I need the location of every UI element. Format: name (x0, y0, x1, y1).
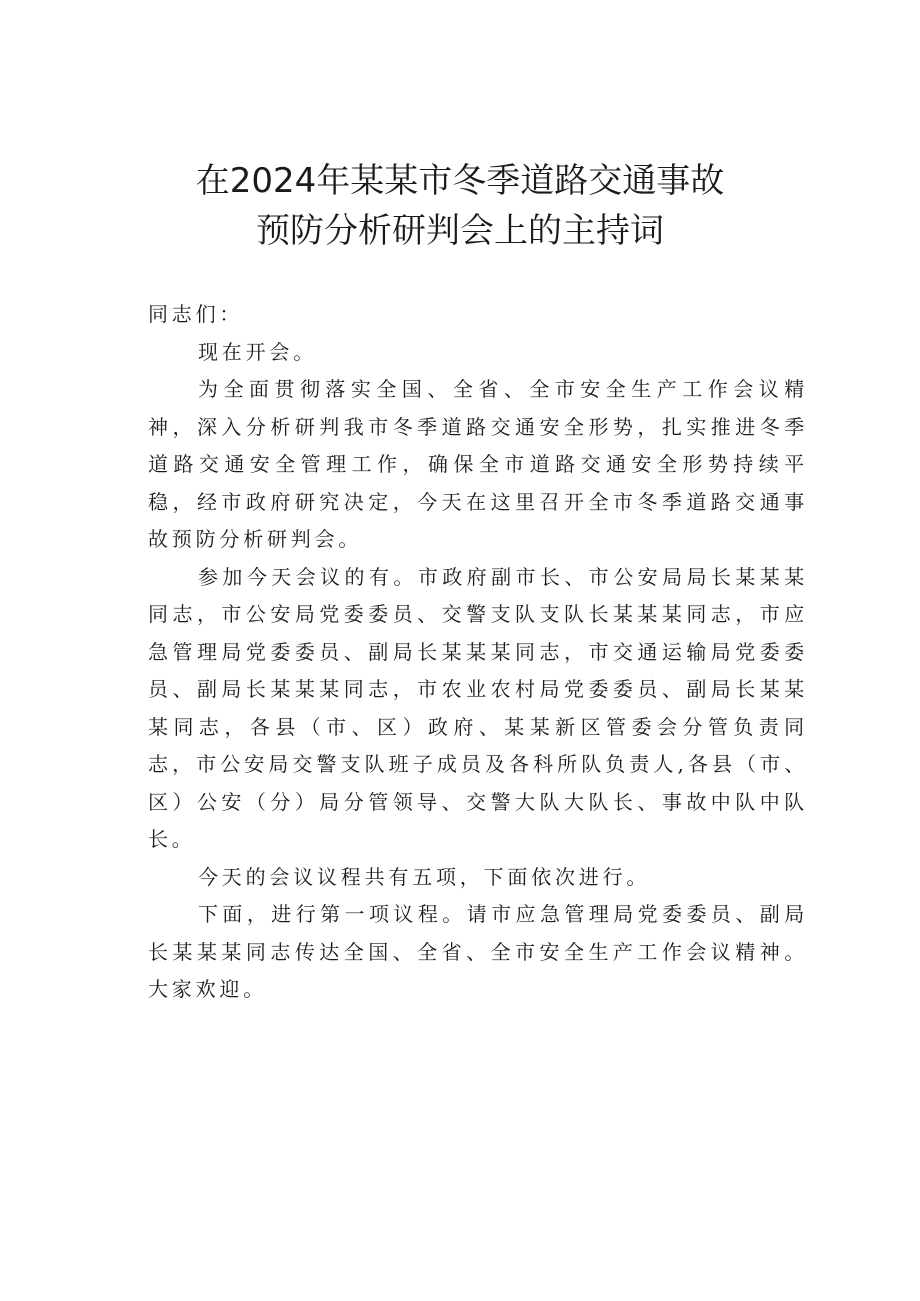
document-body (148, 296, 808, 1009)
document-title (0, 156, 920, 256)
paragraph-purpose: 为全面贯彻落实全国、全省、全市安全生产工作会议精神，深入分析研判我市冬季道路交通安全形势，扎实推进冬季道路交通安全管理工作，确保全市道路交通安全形势持续平稳，经市政府研究决定，今天在这里召开全市冬季道路交通事故预防分析研判会。 (148, 377, 808, 551)
paragraph-first-item: 下面，进行第一项议程。请市应急管理局党委委员、副局长某某某同志传达全国、全省、全市安全生产工作会议精神。大家欢迎。 (148, 902, 808, 1001)
paragraph-agenda: 今天的会议议程共有五项，下面依次进行。 (198, 864, 651, 889)
title-line-1: 在2024年某某市冬季道路交通事故 (195, 161, 725, 201)
title-line-2: 预防分析研判会上的主持词 (256, 211, 664, 251)
salutation: 同志们： (148, 302, 244, 326)
paragraph-opening: 现在开会。 (198, 339, 317, 364)
paragraph-attendees: 参加今天会议的有。市政府副市长、市公安局局长某某某同志，市公安局党委委员、交警支队支队长某某某同志，市应急管理局党委委员、副局长某某某同志，市交通运输局党委委员、副局长某某某同志，市农业农村局党委委员、副局长某某某同志，各县（市、区）政府、某某新区管委会分管负责同志，市公安局交警支队班子成员及各科所队负责人,各县（市、区）公安（分）局分管领导、交警大队大队长、事故中队中队长。 (148, 564, 808, 851)
